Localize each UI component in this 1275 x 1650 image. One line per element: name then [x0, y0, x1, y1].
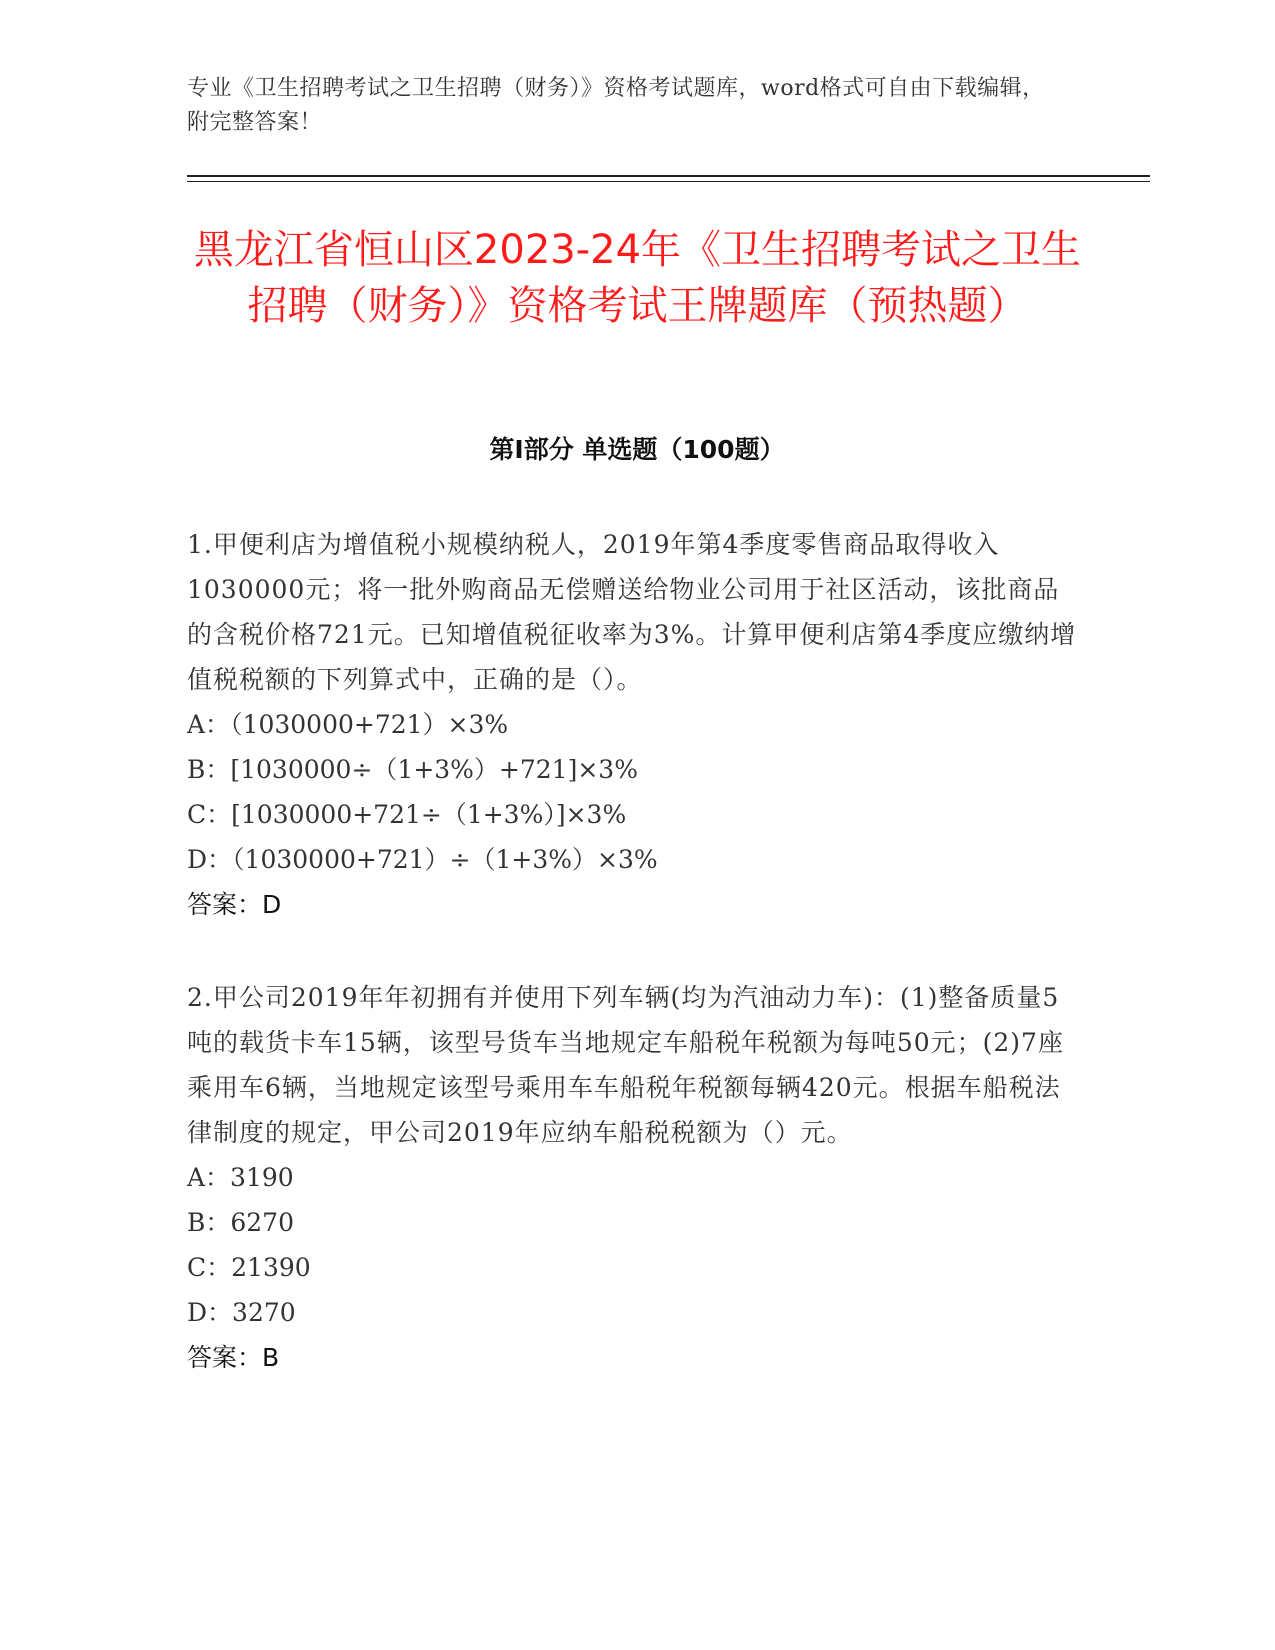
question-stem: 1.甲便利店为增值税小规模纳税人，2019年第4季度零售商品取得收入1030000元；将一批外购商品无偿赠送给物业公司用于社区活动，该批商品的含税价格721元。已知增值税征收率为3%。计算甲便利店第4季度应缴纳增值税税额的下列算式中，正确的是（）。 [187, 530, 1077, 694]
option-a: A：（1030000+721）×3% [187, 710, 509, 739]
answer-line: 答案：B [187, 1343, 280, 1372]
question-item [187, 975, 1077, 1380]
header-divider-thick [187, 175, 1150, 177]
document-title: 黑龙江省恒山区2023-24年《卫生招聘考试之卫生招聘（财务）》资格考试王牌题库（预热题） [193, 227, 1082, 329]
header-divider-thin [187, 181, 1150, 182]
option-a: A：3190 [187, 1163, 294, 1192]
option-d: D：（1030000+721）÷（1+3%）×3% [187, 845, 658, 874]
section-heading: 第Ⅰ部分 单选题（100题） [489, 435, 785, 464]
option-c: C：[1030000+721÷（1+3%）]×3% [187, 800, 627, 829]
header-note: 专业《卫生招聘考试之卫生招聘（财务）》资格考试题库，word格式可自由下载编辑，附完整答案！ [187, 76, 1045, 135]
question-stem: 2.甲公司2019年年初拥有并使用下列车辆(均为汽油动力车)：(1)整备质量5吨的载货卡车15辆，该型号货车当地规定车船税年税额为每吨50元；(2)7座乘用车6辆，当地规定该型号乘用车车船税年税额每辆420元。根据车船税法律制度的规定，甲公司2019年应纳车船税税额为（）元。 [187, 983, 1064, 1147]
option-b: B：6270 [187, 1208, 294, 1237]
option-c: C：21390 [187, 1253, 311, 1282]
option-b: B：[1030000÷（1+3%）+721]×3% [187, 755, 638, 784]
answer-line: 答案：D [187, 890, 282, 919]
option-d: D：3270 [187, 1298, 296, 1327]
question-item [187, 522, 1077, 927]
